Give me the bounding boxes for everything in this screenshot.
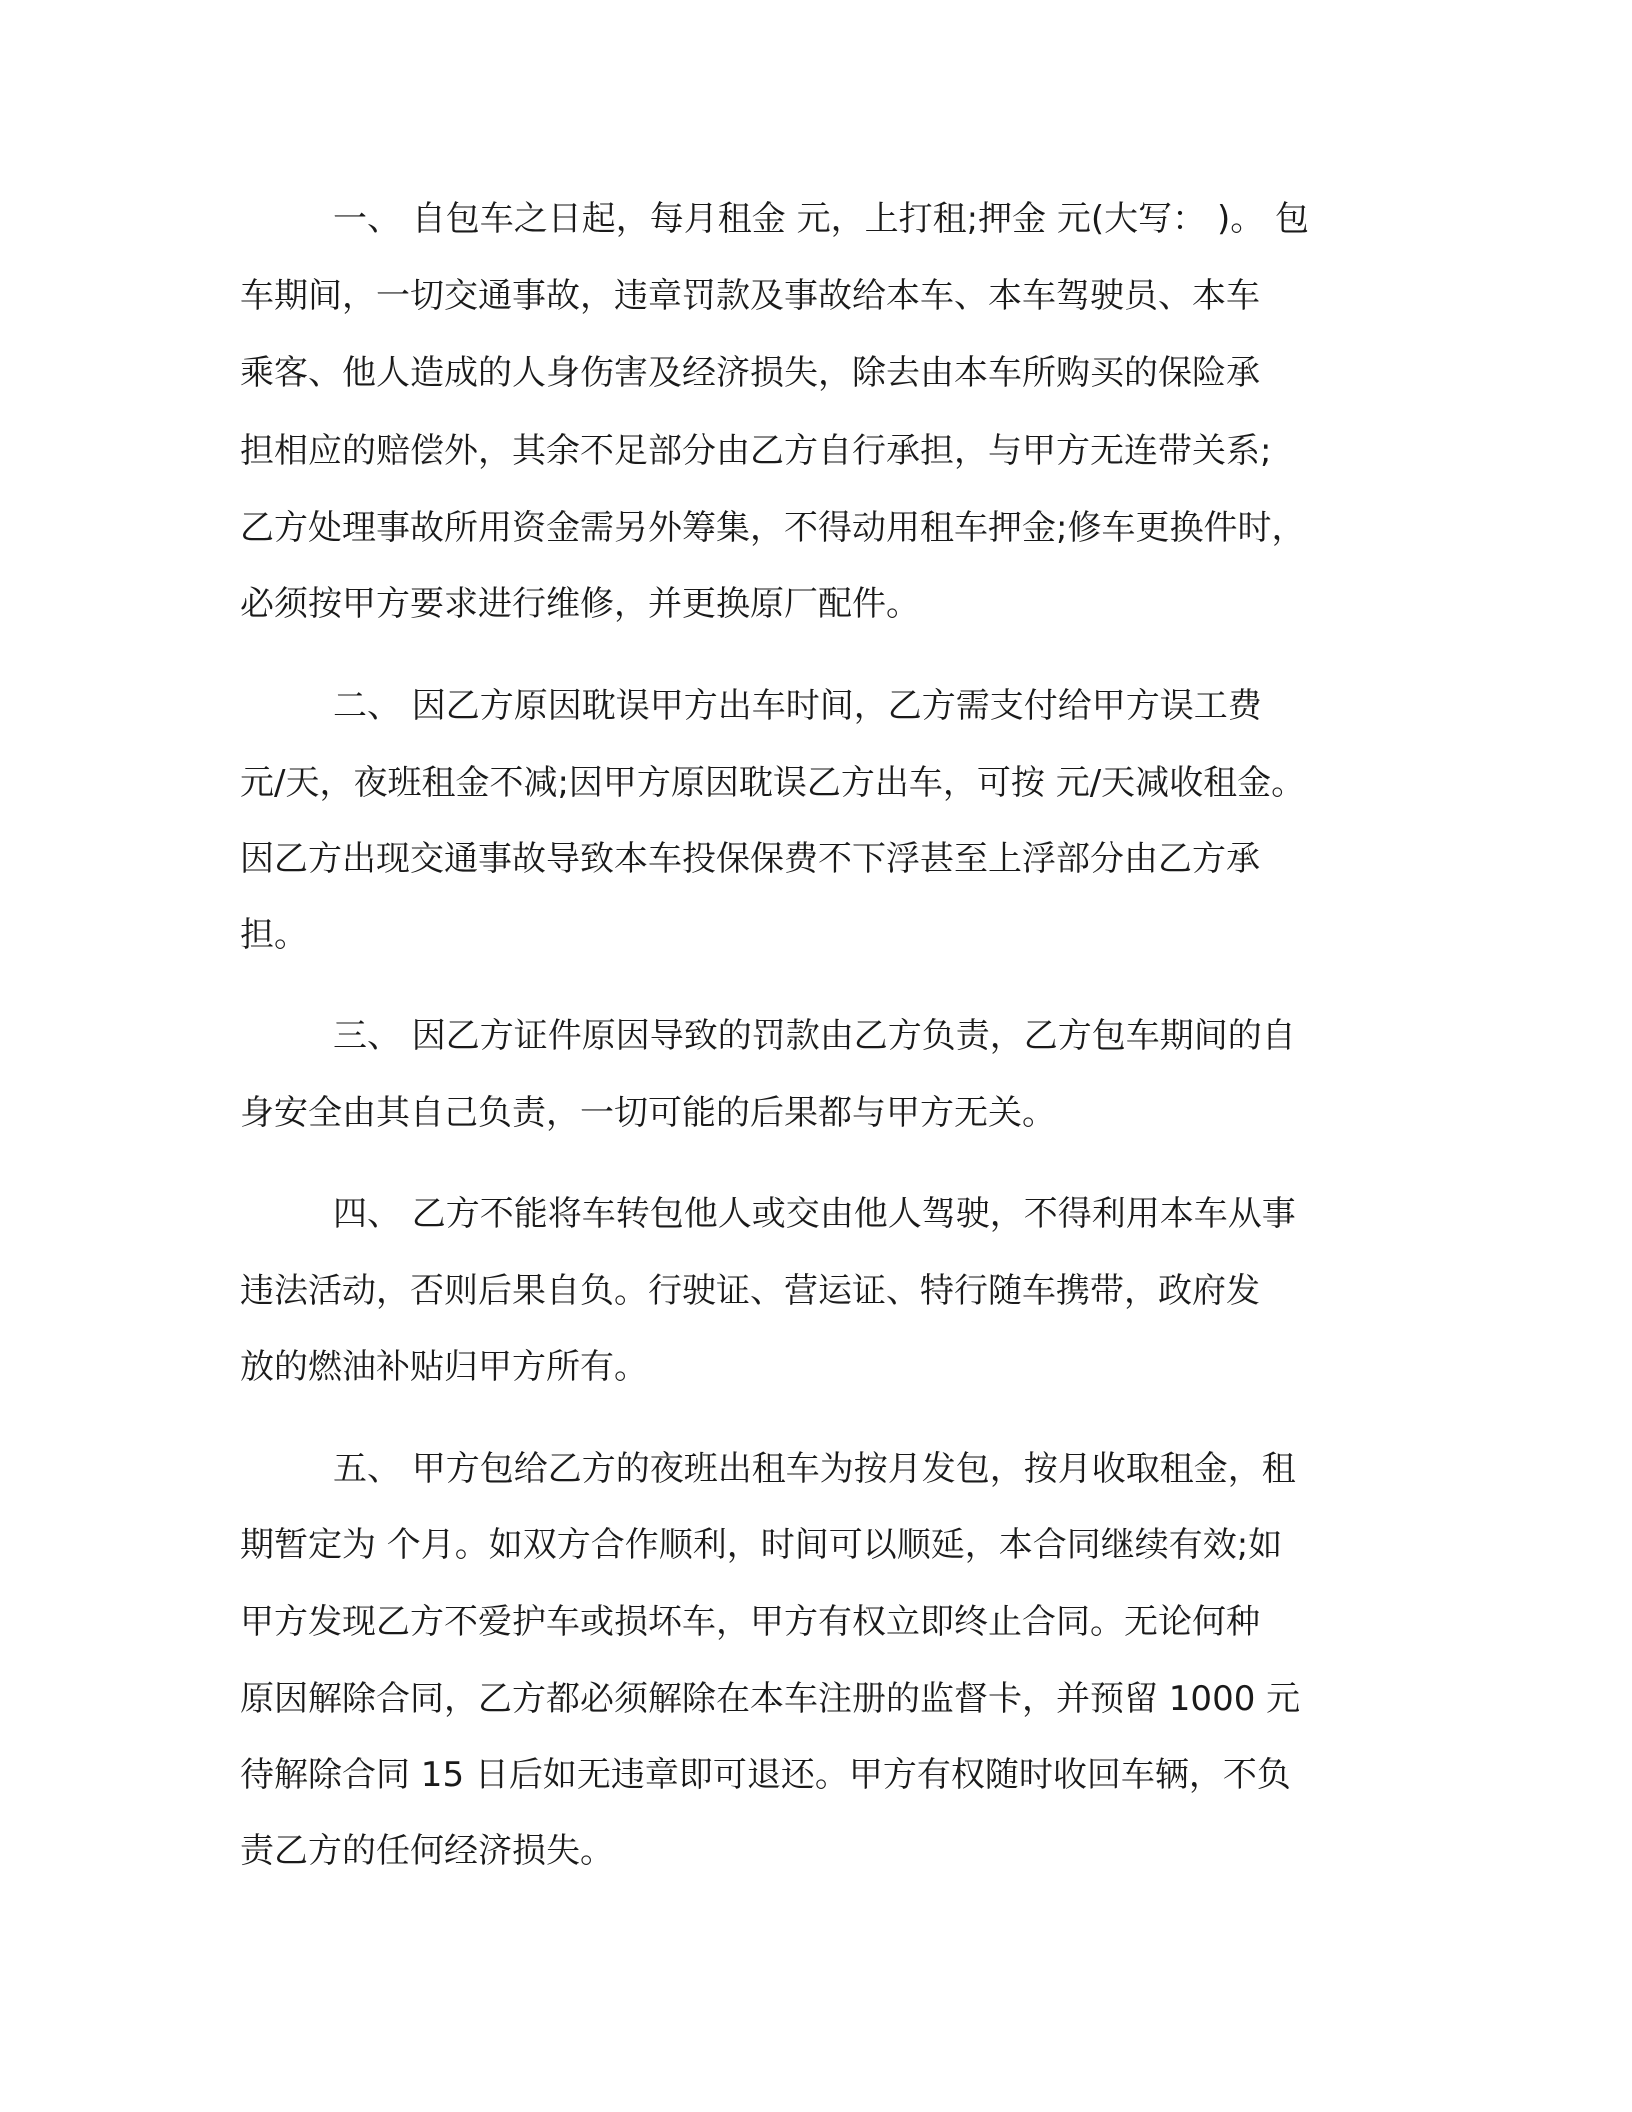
clause-1-line-4: 担相应的赔偿外，其余不足部分由乙方自行承担，与甲方无连带关系;: [240, 431, 1272, 471]
clause-3-line-1: 三、 因乙方证件原因导致的罚款由乙方负责，乙方包车期间的自: [333, 1016, 1296, 1056]
clause-5-line-3: 甲方发现乙方不爱护车或损坏车，甲方有权立即终止合同。无论何种: [240, 1602, 1260, 1642]
clause-2-line-4: 担。: [240, 915, 308, 955]
clause-4-line-1: 四、 乙方不能将车转包他人或交由他人驾驶，不得利用本车从事: [333, 1194, 1296, 1234]
clause-1-line-5: 乙方处理事故所用资金需另外筹集，不得动用租车押金;修车更换件时，: [240, 508, 1306, 548]
clause-2-line-3: 因乙方出现交通事故导致本车投保保费不下浮甚至上浮部分由乙方承: [240, 839, 1260, 879]
clause-4-line-3: 放的燃油补贴归甲方所有。: [240, 1347, 648, 1387]
clause-5-line-4: 原因解除合同，乙方都必须解除在本车注册的监督卡，并预留 1000 元: [240, 1679, 1301, 1719]
clause-5-line-2: 期暂定为 个月。如双方合作顺利，时间可以顺延，本合同继续有效;如: [240, 1525, 1283, 1565]
clause-2-line-1: 二、 因乙方原因耽误甲方出车时间，乙方需支付给甲方误工费: [333, 686, 1262, 726]
clause-3-line-2: 身安全由其自己负责，一切可能的后果都与甲方无关。: [240, 1093, 1056, 1133]
clause-1-line-1: 一、 自包车之日起，每月租金 元，上打租;押金 元(大写： )。 包: [333, 199, 1310, 239]
clause-1-line-2: 车期间，一切交通事故，违章罚款及事故给本车、本车驾驶员、本车: [240, 276, 1260, 316]
clause-2-line-2: 元/天，夜班租金不减;因甲方原因耽误乙方出车，可按 元/天减收租金。: [240, 763, 1306, 803]
clause-5-line-6: 责乙方的任何经济损失。: [240, 1831, 614, 1871]
clause-4-line-2: 违法活动，否则后果自负。行驶证、营运证、特行随车携带，政府发: [240, 1271, 1260, 1311]
clause-5-line-1: 五、 甲方包给乙方的夜班出租车为按月发包，按月收取租金，租: [333, 1449, 1296, 1489]
clause-1-line-6: 必须按甲方要求进行维修，并更换原厂配件。: [240, 584, 920, 624]
clause-5-line-5: 待解除合同 15 日后如无违章即可退还。甲方有权随时收回车辆，不负: [240, 1755, 1291, 1795]
clause-1-line-3: 乘客、他人造成的人身伤害及经济损失，除去由本车所购买的保险承: [240, 353, 1260, 393]
